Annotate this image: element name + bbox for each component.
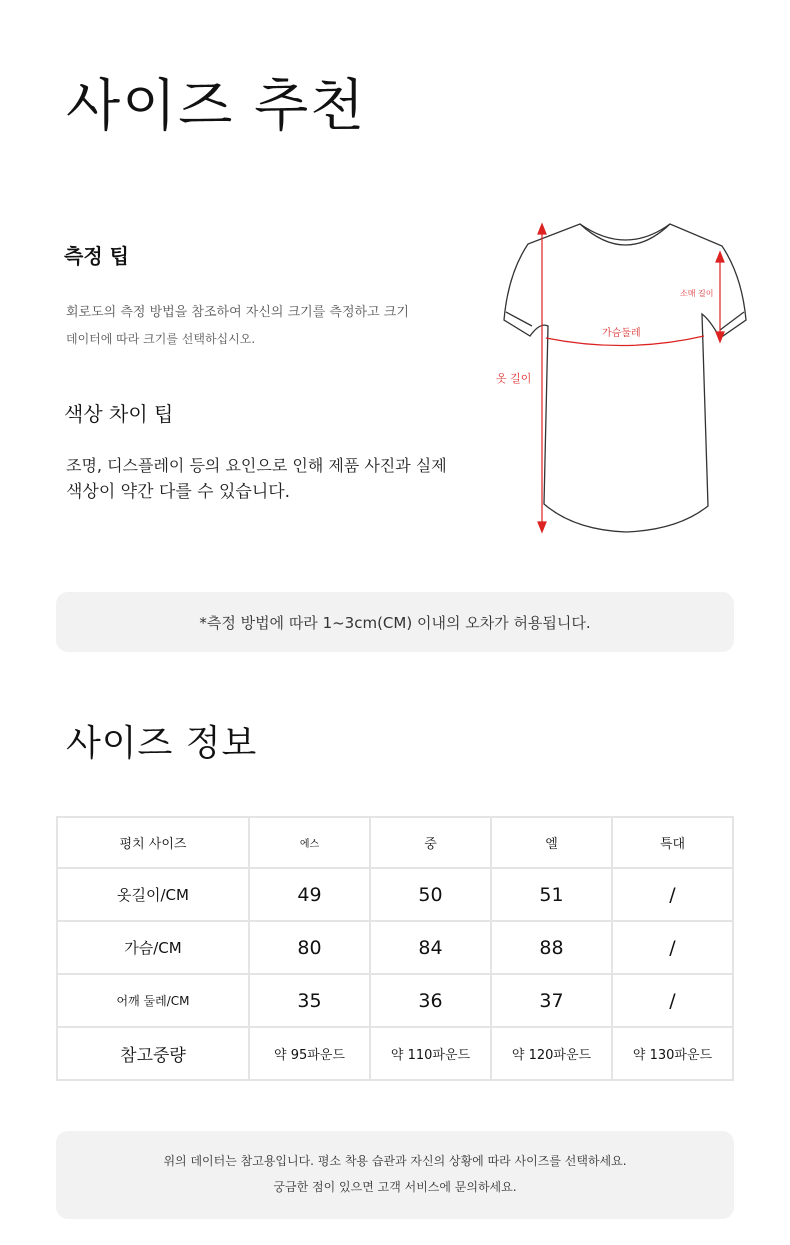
table-cell: 50 xyxy=(370,868,491,921)
table-cell: 약 130파운드 xyxy=(612,1027,733,1080)
size-table xyxy=(56,816,734,1081)
table-cell: 49 xyxy=(249,868,370,921)
table-cell: 약 110파운드 xyxy=(370,1027,491,1080)
color-tip-title: 색상 차이 팁 xyxy=(64,402,174,426)
footer-note xyxy=(56,1131,734,1219)
measure-tip-line-2: 데이터에 따라 크기를 선택하십시오. xyxy=(66,332,256,346)
color-tip-line-1: 조명, 디스플레이 등의 요인으로 인해 제품 사진과 실제 xyxy=(66,456,447,475)
color-tip-text xyxy=(66,453,476,505)
garment-length-label: 옷 길이 xyxy=(496,372,532,385)
header-size-xl: 특대 xyxy=(612,817,733,868)
header-size-s: 에스 xyxy=(249,817,370,868)
row-label-length: 옷길이/CM xyxy=(57,868,249,921)
size-info-title: 사이즈 정보 xyxy=(66,723,258,764)
size-table-header xyxy=(57,817,733,868)
table-cell: 84 xyxy=(370,921,491,974)
table-cell: 51 xyxy=(491,868,612,921)
row-label-weight: 참고중량 xyxy=(57,1027,249,1080)
tolerance-note xyxy=(56,592,734,652)
tshirt-measurement-diagram xyxy=(492,214,762,544)
size-recommend-title: 사이즈 추천 xyxy=(66,74,367,139)
sleeve-length-label: 소매 길이 xyxy=(680,289,714,298)
tolerance-note-text: *측정 방법에 따라 1~3cm(CM) 이내의 오차가 허용됩니다. xyxy=(199,613,591,632)
table-cell: 약 95파운드 xyxy=(249,1027,370,1080)
table-cell: 35 xyxy=(249,974,370,1027)
table-cell: 88 xyxy=(491,921,612,974)
measure-tip-line-1: 회로도의 측정 방법을 참조하여 자신의 크기를 측정하고 크기 xyxy=(66,305,409,320)
row-label-shoulder: 어깨 둘레/CM xyxy=(57,974,249,1027)
table-row xyxy=(57,974,733,1027)
footer-note-line-2: 궁금한 점이 있으면 고객 서비스에 문의하세요. xyxy=(273,1180,517,1194)
table-cell: 약 120파운드 xyxy=(491,1027,612,1080)
table-cell: 36 xyxy=(370,974,491,1027)
table-row xyxy=(57,1027,733,1080)
row-label-chest: 가슴/CM xyxy=(57,921,249,974)
table-cell: / xyxy=(612,868,733,921)
color-tip-line-2: 색상이 약간 다를 수 있습니다. xyxy=(66,482,291,502)
measure-tip-text xyxy=(66,300,466,352)
table-cell: 37 xyxy=(491,974,612,1027)
tshirt-outline xyxy=(504,224,746,532)
table-cell: / xyxy=(612,974,733,1027)
table-cell: 80 xyxy=(249,921,370,974)
header-flat-size: 평치 사이즈 xyxy=(57,817,249,868)
header-size-m: 중 xyxy=(370,817,491,868)
table-row xyxy=(57,868,733,921)
measure-tip-title: 측정 팁 xyxy=(64,244,129,268)
chest-label: 가슴둘레 xyxy=(602,328,641,339)
header-size-l: 엘 xyxy=(491,817,612,868)
table-row xyxy=(57,921,733,974)
footer-note-line-1: 위의 데이터는 참고용입니다. 평소 착용 습관과 자신의 상황에 따라 사이즈를 선택하세요. xyxy=(163,1154,627,1168)
table-cell: / xyxy=(612,921,733,974)
